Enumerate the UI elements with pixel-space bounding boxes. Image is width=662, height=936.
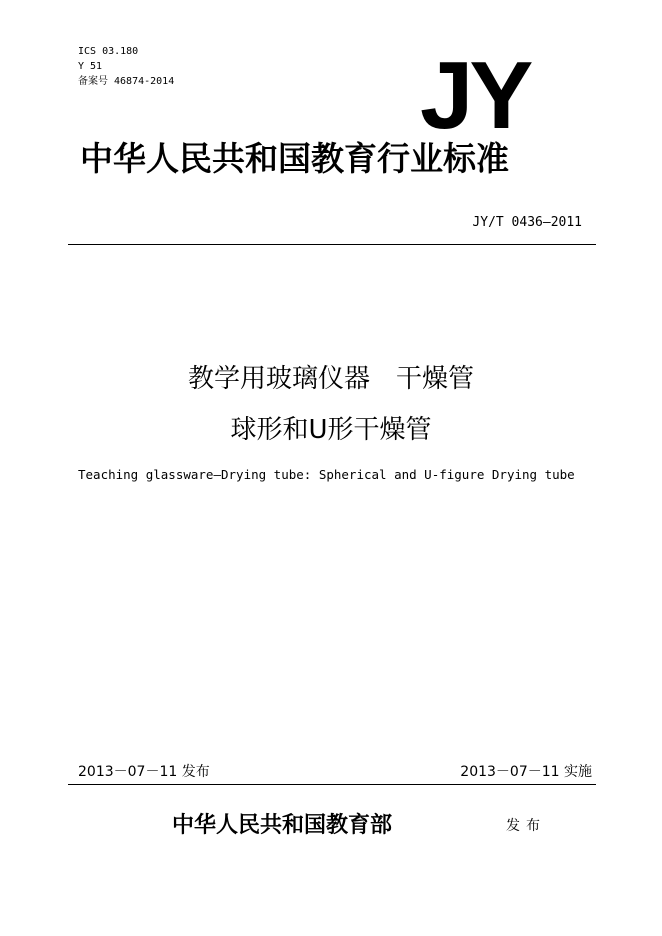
document-title-cn-line1: 教学用玻璃仪器 干燥管 <box>187 364 474 394</box>
implementation-date: 2013－07－11 实施 <box>460 764 592 780</box>
standard-number: JY/T 0436—2011 <box>472 215 582 230</box>
document-title-en: Teaching glassware—Drying tube: Spherical and U-figure Drying tube <box>78 467 575 482</box>
publisher-name: 中华人民共和国教育部 <box>172 812 393 838</box>
issue-date: 2013－07－11 发布 <box>78 764 210 780</box>
standard-logo: JY <box>420 42 530 149</box>
organization-title: 中华人民共和国教育行业标准 <box>80 139 509 178</box>
record-number: 备案号 46874-2014 <box>78 76 175 87</box>
publish-label: 发布 <box>506 818 546 834</box>
classification-code: Y 51 <box>78 61 103 72</box>
bottom-divider <box>68 784 596 785</box>
ics-code: ICS 03.180 <box>78 46 139 57</box>
document-title-cn-line2: 球形和U形干燥管 <box>230 415 432 445</box>
top-divider <box>68 244 596 245</box>
